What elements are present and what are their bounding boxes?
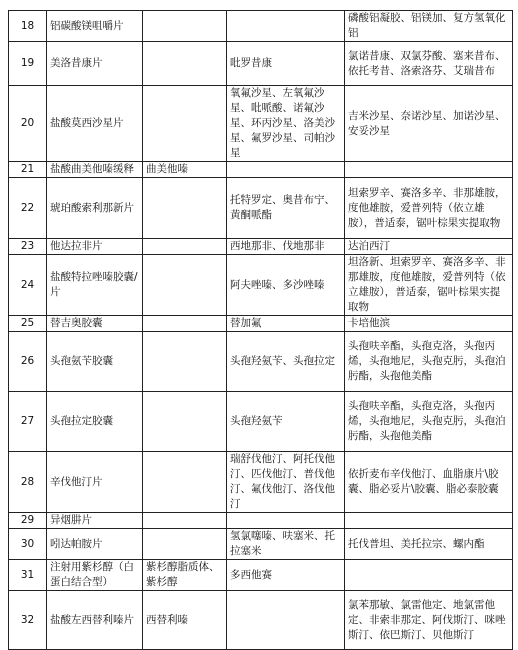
table-row xyxy=(9,392,513,452)
table-row xyxy=(9,239,513,255)
same-class-cell: 瑞舒伐他汀、阿托伐他汀、匹伐他汀、普伐他汀、氟伐他汀、洛伐他汀 xyxy=(227,452,345,513)
drug-name-cell: 盐酸特拉唑嗪胶囊/片 xyxy=(47,255,143,316)
drug-name-cell: 异烟肼片 xyxy=(47,513,143,529)
row-number-cell: 28 xyxy=(9,452,47,513)
alternative-drugs-cell: 依折麦布辛伐他汀、血脂康片\胶囊、脂必妥片\胶囊、脂必泰胶囊 xyxy=(345,452,513,513)
row-number-cell: 31 xyxy=(9,560,47,591)
same-class-cell: 头孢羟氨苄、头孢拉定 xyxy=(227,332,345,392)
row-number-cell: 22 xyxy=(9,178,47,239)
row-number-cell: 26 xyxy=(9,332,47,392)
table-row xyxy=(9,11,513,42)
alternative-drugs-cell: 磷酸铝凝胶、铝镁加、复方氢氧化铝 xyxy=(345,11,513,42)
same-class-cell: 西地那非、伐地那非 xyxy=(227,239,345,255)
drug-name-cell: 头孢拉定胶囊 xyxy=(47,392,143,452)
same-class-cell xyxy=(227,591,345,650)
table-row xyxy=(9,42,513,86)
same-ingredient-cell xyxy=(143,86,227,162)
drug-name-cell: 美洛昔康片 xyxy=(47,42,143,86)
drug-name-cell: 注射用紫杉醇（白蛋白结合型） xyxy=(47,560,143,591)
row-number-cell: 20 xyxy=(9,86,47,162)
drug-table-body xyxy=(9,11,513,650)
same-class-cell: 多西他赛 xyxy=(227,560,345,591)
drug-table xyxy=(8,10,513,650)
table-row xyxy=(9,86,513,162)
table-row xyxy=(9,591,513,650)
row-number-cell: 32 xyxy=(9,591,47,650)
alternative-drugs-cell: 托伐普坦、美托拉宗、螺内酯 xyxy=(345,529,513,560)
alternative-drugs-cell xyxy=(345,560,513,591)
drug-name-cell: 头孢氨苄胶囊 xyxy=(47,332,143,392)
same-class-cell: 氧氟沙星、左氧氟沙星、吡哌酸、诺氟沙星、环丙沙星、洛美沙星、氟罗沙星、司帕沙星 xyxy=(227,86,345,162)
drug-name-cell: 琥珀酸索利那新片 xyxy=(47,178,143,239)
alternative-drugs-cell: 坦索罗辛、赛洛多辛、非那雄胺，度他雄胺，爱普列特（依立雄胺），普适泰，锯叶棕果实提取物 xyxy=(345,178,513,239)
same-class-cell: 阿夫唑嗪、多沙唑嗪 xyxy=(227,255,345,316)
same-ingredient-cell xyxy=(143,239,227,255)
same-ingredient-cell xyxy=(143,513,227,529)
row-number-cell: 25 xyxy=(9,316,47,332)
alternative-drugs-cell: 吉米沙星、奈诺沙星、加诺沙星、安妥沙星 xyxy=(345,86,513,162)
alternative-drugs-cell: 头孢呋辛酯，头孢克洛，头孢丙烯，头孢地尼，头孢克肟，头孢泊肟酯，头孢他美酯 xyxy=(345,332,513,392)
table-row xyxy=(9,513,513,529)
same-class-cell: 吡罗昔康 xyxy=(227,42,345,86)
row-number-cell: 27 xyxy=(9,392,47,452)
row-number-cell: 30 xyxy=(9,529,47,560)
same-ingredient-cell xyxy=(143,392,227,452)
table-row xyxy=(9,560,513,591)
table-row xyxy=(9,316,513,332)
same-class-cell xyxy=(227,513,345,529)
same-ingredient-cell xyxy=(143,529,227,560)
row-number-cell: 29 xyxy=(9,513,47,529)
row-number-cell: 24 xyxy=(9,255,47,316)
same-class-cell: 头孢羟氨苄 xyxy=(227,392,345,452)
drug-name-cell: 他达拉非片 xyxy=(47,239,143,255)
same-class-cell: 托特罗定、奥昔布宁、黄酮哌酯 xyxy=(227,178,345,239)
same-ingredient-cell xyxy=(143,11,227,42)
same-ingredient-cell xyxy=(143,452,227,513)
row-number-cell: 18 xyxy=(9,11,47,42)
drug-name-cell: 辛伐他汀片 xyxy=(47,452,143,513)
drug-name-cell: 盐酸莫西沙星片 xyxy=(47,86,143,162)
same-class-cell xyxy=(227,11,345,42)
same-class-cell xyxy=(227,162,345,178)
drug-name-cell: 盐酸曲美他嗪缓释 xyxy=(47,162,143,178)
same-class-cell: 氢氯噻嗪、呋塞米、托拉塞米 xyxy=(227,529,345,560)
same-ingredient-cell: 紫杉醇脂质体、紫杉醇 xyxy=(143,560,227,591)
table-row xyxy=(9,178,513,239)
alternative-drugs-cell: 卡培他滨 xyxy=(345,316,513,332)
table-row xyxy=(9,452,513,513)
row-number-cell: 21 xyxy=(9,162,47,178)
drug-name-cell: 铝碳酸镁咀嚼片 xyxy=(47,11,143,42)
alternative-drugs-cell: 头孢呋辛酯，头孢克洛，头孢丙烯，头孢地尼，头孢克肟，头孢泊肟酯，头孢他美酯 xyxy=(345,392,513,452)
alternative-drugs-cell xyxy=(345,162,513,178)
alternative-drugs-cell xyxy=(345,513,513,529)
same-ingredient-cell xyxy=(143,316,227,332)
same-ingredient-cell xyxy=(143,42,227,86)
alternative-drugs-cell: 氯诺昔康、双氯芬酸、塞来昔布、依托考昔、洛索洛芬、艾瑞昔布 xyxy=(345,42,513,86)
drug-name-cell: 吲达帕胺片 xyxy=(47,529,143,560)
drug-name-cell: 盐酸左西替利嗪片 xyxy=(47,591,143,650)
table-row xyxy=(9,332,513,392)
alternative-drugs-cell: 坦洛新、坦索罗辛、赛洛多辛、非那雄胺，度他雄胺，爱普列特（依立雄胺），普适泰，锯叶棕果实提取物 xyxy=(345,255,513,316)
same-ingredient-cell xyxy=(143,178,227,239)
same-ingredient-cell xyxy=(143,332,227,392)
same-class-cell: 替加氟 xyxy=(227,316,345,332)
row-number-cell: 23 xyxy=(9,239,47,255)
alternative-drugs-cell: 氯苯那敏、氯雷他定、地氯雷他定、非索非那定、阿伐斯汀、咪唑斯汀、依巴斯汀、贝他斯汀 xyxy=(345,591,513,650)
alternative-drugs-cell: 达泊西汀 xyxy=(345,239,513,255)
table-row xyxy=(9,529,513,560)
drug-name-cell: 替吉奥胶囊 xyxy=(47,316,143,332)
row-number-cell: 19 xyxy=(9,42,47,86)
same-ingredient-cell: 西替利嗪 xyxy=(143,591,227,650)
table-row xyxy=(9,255,513,316)
same-ingredient-cell: 曲美他嗪 xyxy=(143,162,227,178)
table-row xyxy=(9,162,513,178)
same-ingredient-cell xyxy=(143,255,227,316)
